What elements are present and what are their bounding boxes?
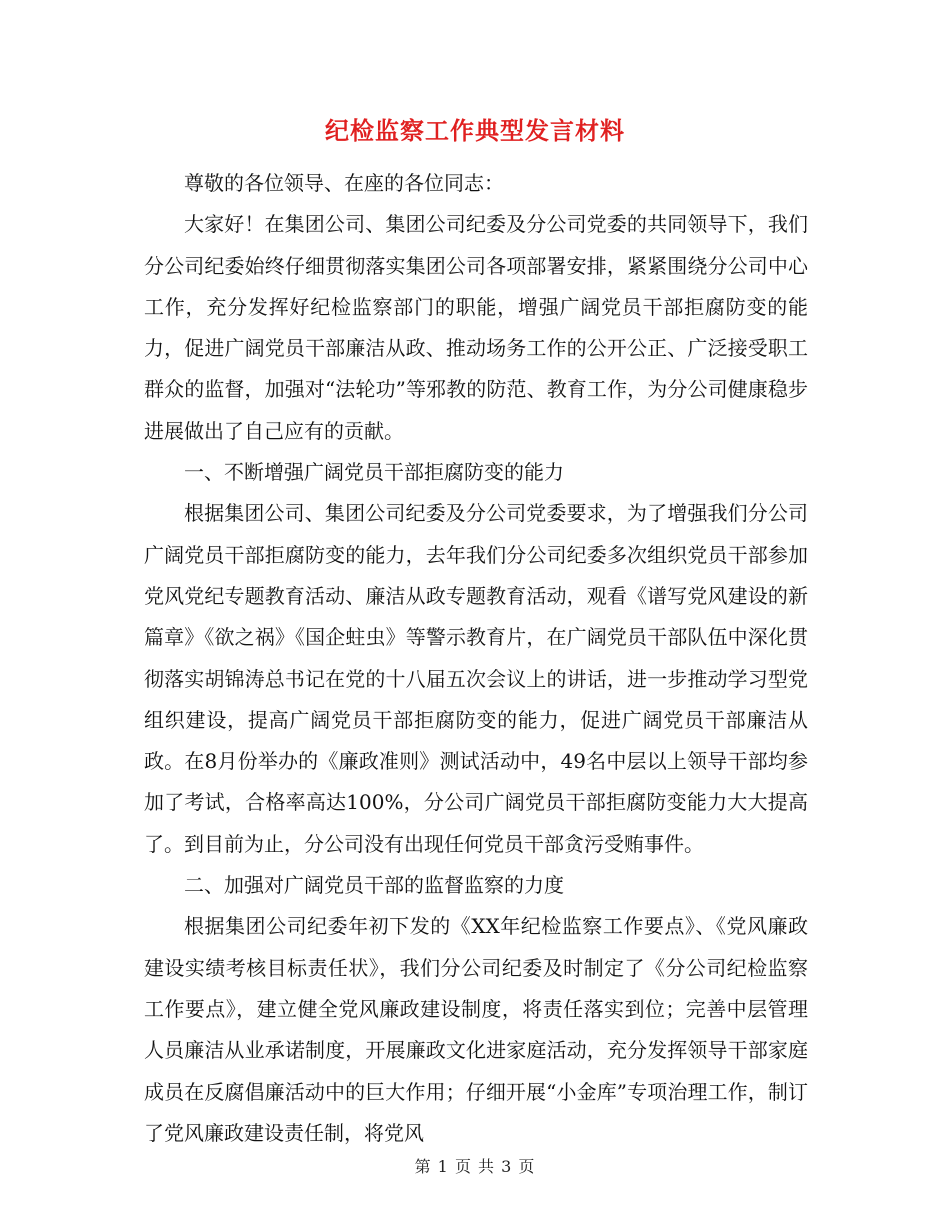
document-title: 纪检监察工作典型发言材料 — [325, 116, 625, 145]
salutation-paragraph: 尊敬的各位领导、在座的各位同志： — [184, 171, 504, 195]
document-body — [144, 163, 808, 1154]
page-number-footer: 第 1 页 共 3 页 — [414, 1157, 536, 1176]
intro-paragraph: 大家好！在集团公司、集团公司纪委及分公司党委的共同领导下，我们分公司纪委始终仔细贯彻落实集团公司各项部署安排，紧紧围绕分公司中心工作，充分发挥好纪检监察部门的职能，增强广阔党员干部拒腐防变的能力，促进广阔党员干部廉洁从政、推动场务工作的公开公正、广泛接受职工群众的监督，加强对“法轮功”等邪教的防范、教育工作，为分公司健康稳步进展做出了自己应有的贡献。 — [144, 212, 808, 443]
section-heading-1: 一、不断增强广阔党员干部拒腐防变的能力 — [184, 460, 564, 485]
section-2-paragraph: 根据集团公司纪委年初下发的《XX年纪检监察工作要点》、《党风廉政建设实绩考核目标责任状》，我们分公司纪委及时制定了《分公司纪检监察工作要点》，建立健全党风廉政建设制度，将责任落实到位；完善中层管理人员廉洁从业承诺制度，开展廉政文化进家庭活动，充分发挥领导干部家庭成员在反腐倡廉活动中的巨大作用；仔细开展“小金库”专项治理工作，制订了党风廉政建设责任制，将党风 — [144, 914, 808, 1145]
section-heading-2: 二、加强对广阔党员干部的监督监察的力度 — [184, 873, 564, 898]
section-1-paragraph: 根据集团公司、集团公司纪委及分公司党委要求，为了增强我们分公司广阔党员干部拒腐防变的能力，去年我们分公司纪委多次组织党员干部参加党风党纪专题教育活动、廉洁从政专题教育活动，观看《谱写党风建设的新篇章》《欲之祸》《国企蛀虫》等警示教育片，在广阔党员干部队伍中深化贯彻落实胡锦涛总书记在党的十八届五次会议上的讲话，进一步推动学习型党组织建设，提高广阔党员干部拒腐防变的能力，促进广阔党员干部廉洁从政。在8月份举办的《廉政准则》测试活动中，49名中层以上领导干部均参加了考试，合格率高达100%，分公司广阔党员干部拒腐防变能力大大提高了。到目前为止，分公司没有出现任何党员干部贪污受贿事件。 — [144, 501, 808, 856]
